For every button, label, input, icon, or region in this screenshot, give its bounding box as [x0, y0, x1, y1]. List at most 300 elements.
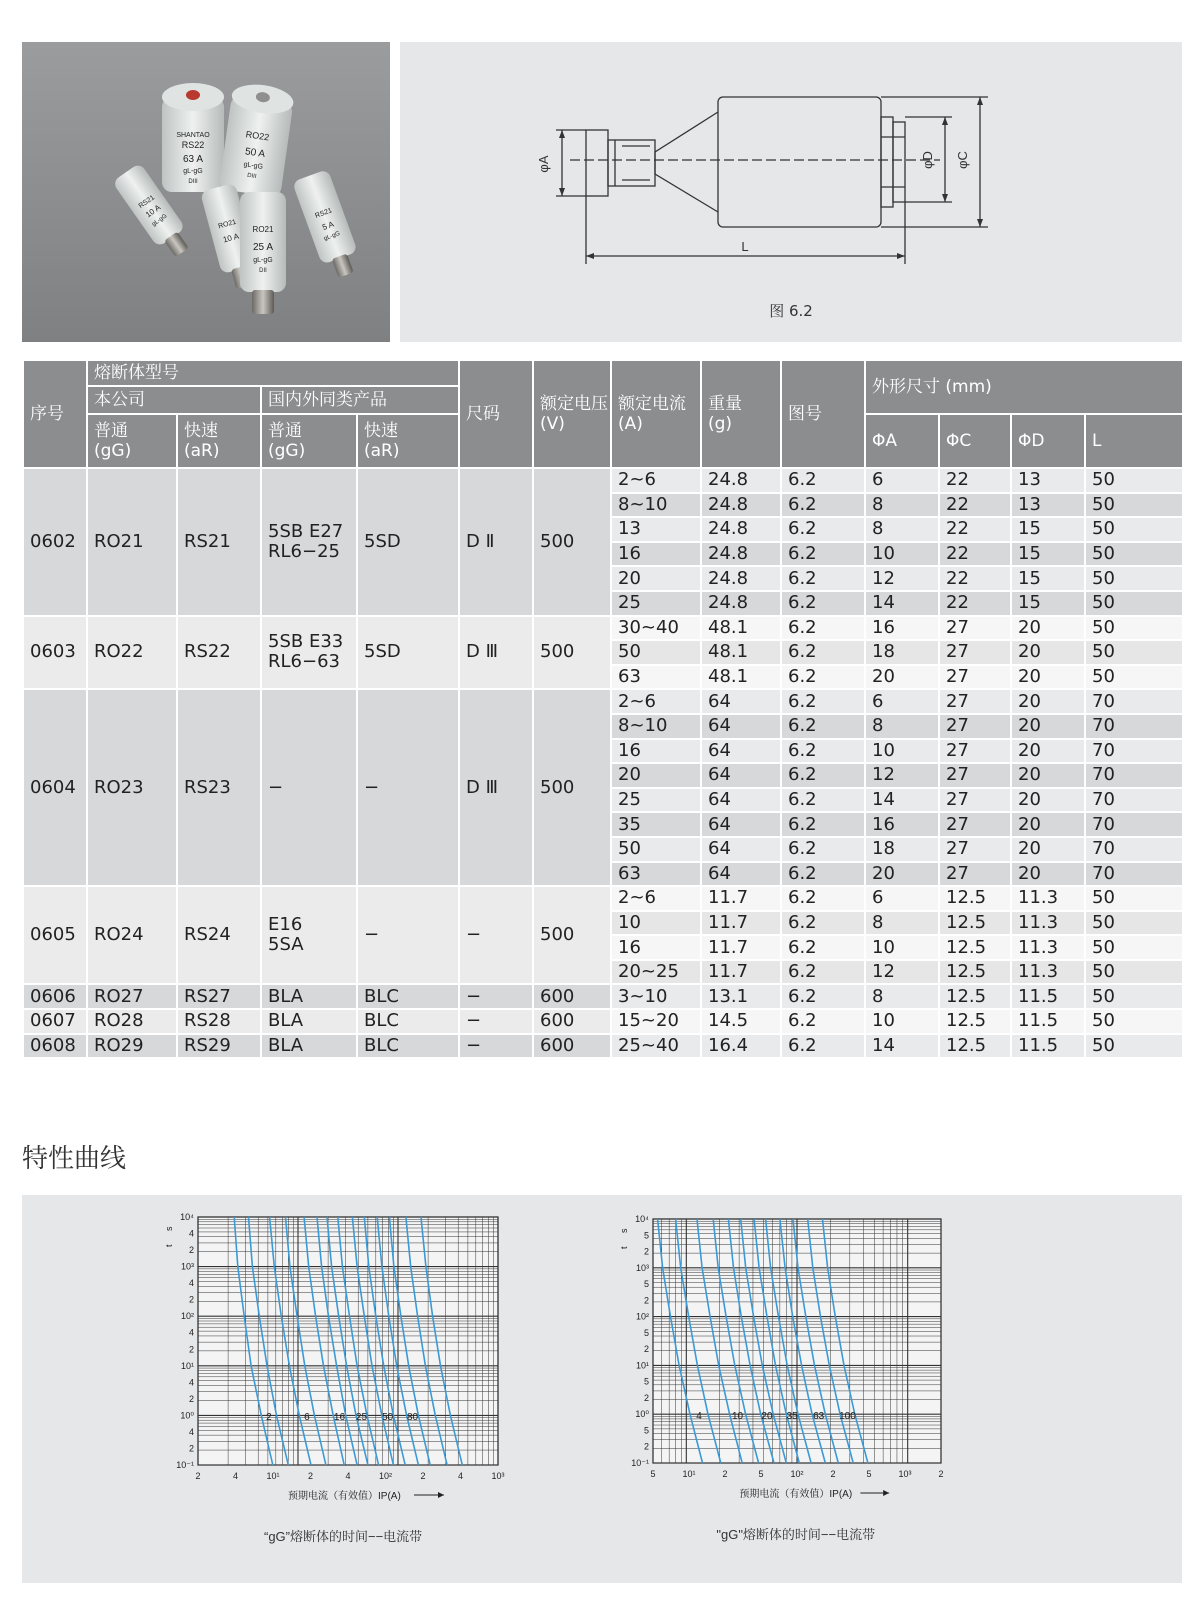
cell-current: 20	[611, 566, 701, 591]
cell-dim-c: 27	[939, 640, 1011, 665]
y-tick-label: 2	[188, 1344, 194, 1355]
y-tick-label: 10¹	[180, 1360, 194, 1371]
y-tick-label: 10⁻¹	[631, 1458, 649, 1468]
cell-weight: 64	[701, 714, 781, 739]
photo-fuse5-size: DII	[259, 268, 267, 274]
y-tick-label: 2	[643, 1392, 649, 1403]
cell-dim-d: 11.3	[1011, 886, 1085, 911]
table-row	[23, 689, 1183, 714]
photo-fuse6-class: gL-gG	[323, 230, 341, 243]
curve-label: 2	[266, 1412, 272, 1424]
cell-figure: 6.2	[781, 591, 865, 616]
x-tick-label: 2	[722, 1469, 728, 1479]
cell-current: 10	[611, 911, 701, 936]
cell-current: 25	[611, 788, 701, 813]
dim-label-a: φA	[536, 155, 551, 173]
cell-current: 2~6	[611, 468, 701, 493]
cell-dim-a: 18	[865, 837, 939, 862]
cell-dom-gg-line: −	[268, 776, 284, 798]
head-our-company: 本公司	[87, 386, 261, 414]
cell-dim-d: 11.3	[1011, 911, 1085, 936]
x-tick-label: 5	[758, 1469, 764, 1479]
cell-dim-c: 22	[939, 517, 1011, 542]
characteristic-curves-panel	[22, 1195, 1182, 1583]
cell-dom-gg-line: RL6−63	[268, 651, 340, 673]
cell-dim-l: 50	[1085, 640, 1183, 665]
curve-label: 4	[696, 1410, 702, 1422]
curve-label: 100	[839, 1410, 856, 1422]
x-tick-label: 2	[195, 1471, 201, 1481]
cell-weight: 48.1	[701, 616, 781, 641]
cell-dim-l: 50	[1085, 665, 1183, 690]
cell-dim-c: 12.5	[939, 911, 1011, 936]
table-row	[23, 468, 1183, 493]
curve-label: 63	[813, 1410, 825, 1422]
x-tick-label: 4	[345, 1471, 351, 1481]
cell-dim-a: 16	[865, 616, 939, 641]
cell-dim-d: 15	[1011, 517, 1085, 542]
cell-weight: 11.7	[701, 935, 781, 960]
y-tick-label: 4	[188, 1278, 194, 1289]
cell-dim-a: 20	[865, 665, 939, 690]
cell-current: 20	[611, 763, 701, 788]
cell-current: 20~25	[611, 960, 701, 985]
cell-dom-gg-line: E16	[268, 914, 303, 936]
cell-dim-a: 8	[865, 984, 939, 1009]
head-our-normal: 普通 (gG)	[87, 414, 177, 468]
head-dim-l: L	[1085, 414, 1183, 468]
cell-figure: 6.2	[781, 665, 865, 690]
cell-size: −	[459, 1034, 533, 1059]
cell-dim-d: 20	[1011, 739, 1085, 764]
head-rated-voltage: 额定电压 (V)	[533, 360, 611, 468]
cell-dim-d: 11.3	[1011, 960, 1085, 985]
cell-our-ar: RS21	[177, 468, 261, 616]
cell-dom-gg-line: 5SB E27	[268, 520, 344, 542]
cell-seq: 0602	[23, 468, 87, 616]
x-tick-label: 4	[232, 1471, 239, 1481]
y-tick-label: 5	[643, 1230, 649, 1241]
cell-our-gg: RO21	[87, 468, 177, 616]
cell-current: 13	[611, 517, 701, 542]
cell-figure: 6.2	[781, 960, 865, 985]
table-row	[23, 1034, 1183, 1059]
cell-current: 30~40	[611, 616, 701, 641]
cell-dim-d: 20	[1011, 763, 1085, 788]
table-row	[23, 616, 1183, 641]
cell-our-ar: RS28	[177, 1009, 261, 1034]
cell-dim-c: 27	[939, 689, 1011, 714]
cell-figure: 6.2	[781, 493, 865, 518]
cell-dim-a: 14	[865, 591, 939, 616]
x-tick-label: 10²	[378, 1471, 393, 1481]
y-tick-label: 10²	[180, 1311, 194, 1322]
y-tick-label: 10¹	[635, 1360, 649, 1371]
cell-dim-l: 50	[1085, 616, 1183, 641]
cell-dom-gg	[261, 468, 357, 616]
cell-dim-c: 12.5	[939, 935, 1011, 960]
x-tick-label: 10¹	[682, 1469, 696, 1479]
head-dimensions: 外形尺寸 (mm)	[865, 360, 1183, 414]
chart-caption: “gG”熔断体的时间−−电流带	[264, 1529, 423, 1544]
cell-figure: 6.2	[781, 812, 865, 837]
x-axis-arrow-head	[438, 1492, 444, 1498]
cell-weight: 24.8	[701, 591, 781, 616]
cell-dim-l: 50	[1085, 1034, 1183, 1059]
cell-weight: 48.1	[701, 665, 781, 690]
cell-our-ar: RS23	[177, 689, 261, 886]
y-tick-label: 2	[188, 1443, 194, 1454]
cell-our-ar: RS27	[177, 984, 261, 1009]
cell-dim-d: 20	[1011, 689, 1085, 714]
cell-current: 63	[611, 665, 701, 690]
y-tick-label: 5	[643, 1327, 649, 1338]
fuse-photo-illustration	[22, 42, 390, 342]
cell-current: 50	[611, 640, 701, 665]
cell-size: −	[459, 984, 533, 1009]
cell-dim-d: 15	[1011, 566, 1085, 591]
cell-figure: 6.2	[781, 886, 865, 911]
photo-fuse5-class: gL-gG	[253, 257, 273, 264]
x-tick-label: 4	[457, 1471, 464, 1481]
cell-voltage: 500	[533, 468, 611, 616]
cell-dim-d: 13	[1011, 468, 1085, 493]
head-dim-d: ΦD	[1011, 414, 1085, 468]
cell-dom-ar: −	[357, 689, 459, 886]
figure-caption: 图 6.2	[769, 302, 813, 320]
cell-dim-l: 50	[1085, 1009, 1183, 1034]
cell-size: D Ⅱ	[459, 468, 533, 616]
cell-figure: 6.2	[781, 566, 865, 591]
cell-size: −	[459, 886, 533, 984]
cell-dom-gg	[261, 886, 357, 984]
cell-dim-d: 13	[1011, 493, 1085, 518]
cell-current: 3~10	[611, 984, 701, 1009]
cell-weight: 64	[701, 739, 781, 764]
y-tick-label: 10³	[635, 1262, 649, 1273]
cell-dom-gg-line: BLA	[268, 985, 304, 1007]
cell-dom-gg-line: 5SA	[268, 934, 304, 956]
photo-fuse5-model: RO21	[252, 225, 274, 234]
y-tick-label: 2	[643, 1441, 649, 1452]
cell-dim-l: 70	[1085, 763, 1183, 788]
x-tick-label: 2	[307, 1471, 314, 1481]
curve-label: 20	[761, 1410, 773, 1422]
cell-dim-l: 70	[1085, 862, 1183, 887]
cell-dim-a: 16	[865, 812, 939, 837]
cell-current: 63	[611, 862, 701, 887]
fuse-outline-drawing	[400, 42, 1182, 292]
head-figure-no: 图号	[781, 360, 865, 468]
cell-current: 2~6	[611, 689, 701, 714]
x-tick-label: 2	[938, 1469, 944, 1479]
cell-our-gg: RO23	[87, 689, 177, 886]
photo-fuse3-class: gL-gG	[151, 213, 169, 228]
table-row	[23, 886, 1183, 911]
y-tick-label: 4	[188, 1228, 194, 1239]
cell-dim-c: 12.5	[939, 1034, 1011, 1059]
cell-dim-c: 27	[939, 788, 1011, 813]
cell-voltage: 600	[533, 1034, 611, 1059]
cell-figure: 6.2	[781, 1034, 865, 1059]
cell-figure: 6.2	[781, 640, 865, 665]
cell-current: 8~10	[611, 714, 701, 739]
cell-dim-a: 12	[865, 763, 939, 788]
head-rated-current: 额定电流 (A)	[611, 360, 701, 468]
y-axis-label: t	[619, 1246, 629, 1249]
y-axis-unit: s	[164, 1226, 174, 1231]
cell-weight: 64	[701, 862, 781, 887]
fuse-photo-1	[162, 83, 224, 192]
photo-fuse4-model: RO21	[217, 218, 238, 231]
curve-label: 10	[732, 1410, 744, 1422]
cell-dim-c: 22	[939, 468, 1011, 493]
cell-dim-a: 10	[865, 935, 939, 960]
cell-dim-l: 70	[1085, 788, 1183, 813]
cell-dim-d: 20	[1011, 665, 1085, 690]
cell-dim-l: 50	[1085, 984, 1183, 1009]
cell-dom-gg	[261, 1034, 357, 1059]
cell-dim-a: 8	[865, 493, 939, 518]
x-axis-arrow-head	[883, 1490, 889, 1496]
cell-figure: 6.2	[781, 935, 865, 960]
cell-dim-l: 70	[1085, 739, 1183, 764]
cell-dim-a: 8	[865, 911, 939, 936]
cell-voltage: 600	[533, 984, 611, 1009]
head-domestic: 国内外同类产品	[261, 386, 459, 414]
curve-label: 25	[355, 1412, 368, 1424]
x-axis-label: 预期电流（有效值）IP(A)	[739, 1489, 853, 1500]
cell-dim-a: 10	[865, 542, 939, 567]
photo-fuse2-rating: 50 A	[244, 146, 266, 160]
spec-table-body	[23, 468, 1183, 1058]
cell-current: 2~6	[611, 886, 701, 911]
dimension-drawing	[400, 42, 1182, 342]
cell-dim-l: 50	[1085, 935, 1183, 960]
cell-weight: 11.7	[701, 886, 781, 911]
cell-our-gg: RO22	[87, 616, 177, 690]
section-title: 特性曲线	[22, 1144, 127, 1174]
cell-dom-gg	[261, 689, 357, 886]
cell-dim-a: 8	[865, 714, 939, 739]
cell-figure: 6.2	[781, 763, 865, 788]
head-dom-fast: 快速 (aR)	[357, 414, 459, 468]
curve-label: 6	[304, 1412, 310, 1424]
cell-dom-ar: BLC	[357, 1009, 459, 1034]
curve-label: 35	[786, 1410, 798, 1422]
head-dim-a: ΦA	[865, 414, 939, 468]
cell-weight: 24.8	[701, 468, 781, 493]
cell-dom-gg-line: BLA	[268, 1034, 304, 1056]
cell-dim-a: 6	[865, 689, 939, 714]
cell-our-gg: RO27	[87, 984, 177, 1009]
cell-dom-gg-line: BLA	[268, 1010, 304, 1032]
cell-current: 50	[611, 837, 701, 862]
cell-current: 25~40	[611, 1034, 701, 1059]
cell-seq: 0604	[23, 689, 87, 886]
cell-dim-l: 50	[1085, 542, 1183, 567]
y-tick-label: 10⁴	[180, 1212, 194, 1222]
y-tick-label: 2	[188, 1245, 194, 1256]
y-tick-label: 4	[188, 1327, 194, 1338]
cell-figure: 6.2	[781, 517, 865, 542]
cell-size: −	[459, 1009, 533, 1034]
cell-figure: 6.2	[781, 714, 865, 739]
cell-our-gg: RO28	[87, 1009, 177, 1034]
x-tick-label: 5	[650, 1469, 656, 1479]
cell-dim-c: 27	[939, 739, 1011, 764]
y-tick-label: 2	[188, 1393, 194, 1404]
dim-label-c: φC	[955, 151, 970, 169]
cell-dom-ar: 5SD	[357, 616, 459, 690]
cell-dim-d: 20	[1011, 862, 1085, 887]
photo-fuse1-rating: 63 A	[182, 154, 204, 165]
x-tick-label: 5	[866, 1469, 872, 1479]
head-weight: 重量 (g)	[701, 360, 781, 468]
y-tick-label: 10³	[180, 1261, 194, 1272]
head-fuse-type: 熔断体型号	[87, 360, 459, 386]
photo-fuse6-model: RS21	[314, 207, 334, 220]
curve-label: 16	[333, 1412, 346, 1424]
cell-our-gg: RO24	[87, 886, 177, 984]
cell-dom-gg	[261, 616, 357, 690]
cell-dim-d: 11.5	[1011, 984, 1085, 1009]
cell-dim-l: 70	[1085, 714, 1183, 739]
cell-dim-l: 70	[1085, 689, 1183, 714]
cell-dim-d: 11.5	[1011, 1034, 1085, 1059]
cell-dom-gg-line: RL6−25	[268, 540, 340, 562]
cell-dom-ar: BLC	[357, 984, 459, 1009]
cell-dim-c: 22	[939, 542, 1011, 567]
cell-figure: 6.2	[781, 911, 865, 936]
photo-fuse1-model: RS22	[181, 140, 205, 150]
cell-current: 25	[611, 591, 701, 616]
cell-dom-gg	[261, 984, 357, 1009]
cell-dim-l: 50	[1085, 566, 1183, 591]
cell-our-ar: RS22	[177, 616, 261, 690]
x-tick-label: 10³	[898, 1469, 912, 1479]
cell-figure: 6.2	[781, 739, 865, 764]
cell-voltage: 600	[533, 1009, 611, 1034]
cell-figure: 6.2	[781, 468, 865, 493]
curve-label: 80	[406, 1412, 419, 1424]
y-axis-label: t	[164, 1244, 174, 1247]
dim-label-l: L	[741, 239, 749, 254]
y-tick-label: 10²	[635, 1311, 649, 1322]
cell-dim-a: 10	[865, 1009, 939, 1034]
cell-our-gg: RO29	[87, 1034, 177, 1059]
cell-dim-d: 20	[1011, 837, 1085, 862]
cell-weight: 16.4	[701, 1034, 781, 1059]
photo-fuse3-model: RS21	[137, 194, 157, 211]
y-tick-label: 5	[643, 1425, 649, 1436]
cell-weight: 48.1	[701, 640, 781, 665]
table-row	[23, 984, 1183, 1009]
cell-dim-c: 12.5	[939, 1009, 1011, 1034]
cell-weight: 24.8	[701, 566, 781, 591]
cell-dim-a: 20	[865, 862, 939, 887]
cell-dim-d: 20	[1011, 640, 1085, 665]
cell-size: D Ⅲ	[459, 689, 533, 886]
cell-dim-a: 14	[865, 788, 939, 813]
cell-seq: 0607	[23, 1009, 87, 1034]
cell-figure: 6.2	[781, 788, 865, 813]
cell-voltage: 500	[533, 689, 611, 886]
product-photo	[22, 42, 390, 342]
cell-dim-c: 27	[939, 812, 1011, 837]
cell-dim-a: 6	[865, 468, 939, 493]
x-tick-label: 10³	[491, 1471, 505, 1481]
y-tick-label: 10⁰	[635, 1409, 649, 1420]
photo-fuse2-model: RO22	[245, 129, 270, 143]
cell-current: 16	[611, 935, 701, 960]
cell-figure: 6.2	[781, 837, 865, 862]
cell-dim-l: 50	[1085, 517, 1183, 542]
cell-current: 15~20	[611, 1009, 701, 1034]
cell-weight: 13.1	[701, 984, 781, 1009]
cell-dim-l: 50	[1085, 591, 1183, 616]
cell-dim-l: 50	[1085, 960, 1183, 985]
photo-fuse6-rating: 5 A	[321, 219, 336, 232]
cell-weight: 64	[701, 788, 781, 813]
cell-dim-d: 15	[1011, 591, 1085, 616]
cell-seq: 0606	[23, 984, 87, 1009]
photo-fuse1-class: gL-gG	[183, 168, 203, 175]
chart-gg-time-current-2	[582, 1195, 1182, 1583]
cell-dim-c: 12.5	[939, 886, 1011, 911]
cell-dim-c: 27	[939, 714, 1011, 739]
dim-label-d: φD	[920, 151, 935, 169]
cell-dom-ar: −	[357, 886, 459, 984]
chart-caption: "gG"熔断体的时间−−电流带	[716, 1527, 876, 1542]
cell-figure: 6.2	[781, 862, 865, 887]
cell-figure: 6.2	[781, 984, 865, 1009]
cell-weight: 24.8	[701, 493, 781, 518]
photo-fuse1-brand: SHANTAO	[176, 132, 210, 139]
cell-dim-c: 27	[939, 763, 1011, 788]
photo-fuse2-class: gL-gG	[243, 161, 264, 171]
y-tick-label: 2	[188, 1294, 194, 1305]
cell-dom-ar: 5SD	[357, 468, 459, 616]
y-tick-label: 10⁰	[180, 1410, 194, 1421]
cell-size: D Ⅲ	[459, 616, 533, 690]
y-tick-label: 10⁻¹	[176, 1460, 194, 1470]
cell-dim-l: 50	[1085, 911, 1183, 936]
cell-dim-a: 8	[865, 517, 939, 542]
y-axis-unit: s	[619, 1228, 629, 1233]
cell-weight: 24.8	[701, 542, 781, 567]
spec-table	[22, 359, 1184, 1059]
y-tick-label: 2	[643, 1295, 649, 1306]
head-seq: 序号	[23, 360, 87, 468]
cell-dim-c: 22	[939, 493, 1011, 518]
photo-fuse5-rating: 25 A	[252, 242, 274, 253]
cell-dim-a: 12	[865, 960, 939, 985]
cell-weight: 64	[701, 689, 781, 714]
chart-gg-time-current-1	[22, 1195, 582, 1583]
cell-our-ar: RS24	[177, 886, 261, 984]
cell-dim-c: 12.5	[939, 984, 1011, 1009]
photo-fuse2-size: DIII	[246, 172, 257, 181]
cell-current: 35	[611, 812, 701, 837]
y-tick-label: 4	[188, 1426, 194, 1437]
cell-dim-l: 50	[1085, 886, 1183, 911]
cell-weight: 64	[701, 763, 781, 788]
x-axis-label: 预期电流（有效值）IP(A)	[288, 1491, 401, 1502]
cell-dim-d: 11.5	[1011, 1009, 1085, 1034]
cell-figure: 6.2	[781, 542, 865, 567]
cell-dim-l: 50	[1085, 468, 1183, 493]
